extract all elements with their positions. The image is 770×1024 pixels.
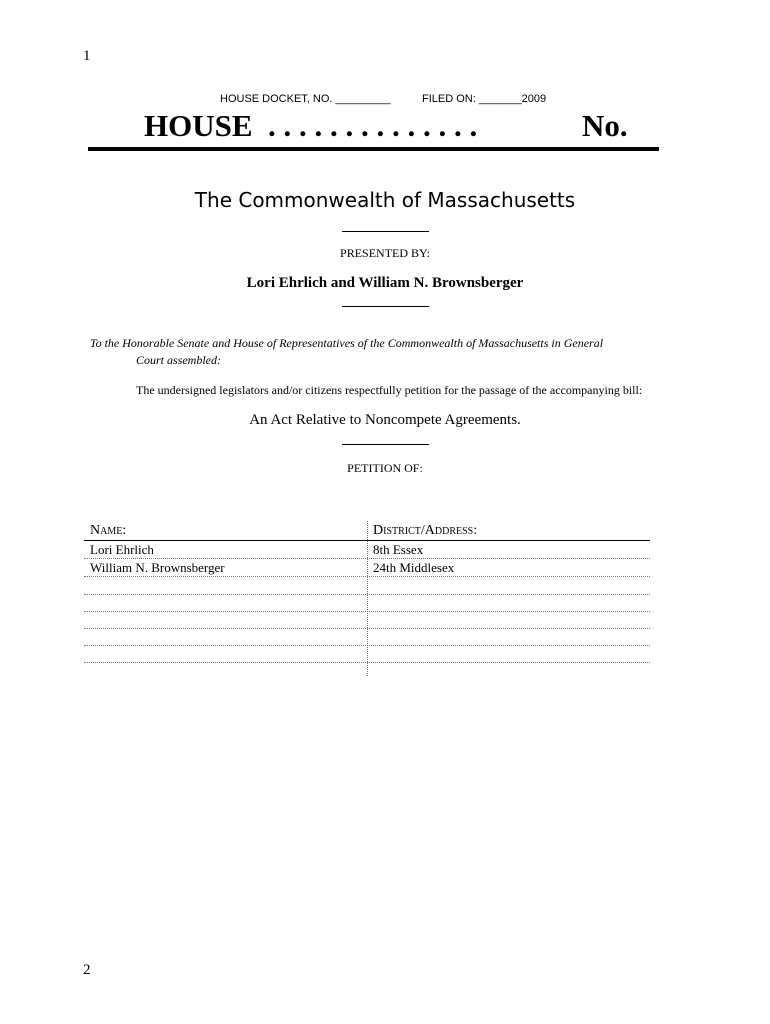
divider <box>342 306 429 307</box>
petition-statement: The undersigned legislators and/or citizens respectfully petition for the passage of the accompanying bill: <box>136 383 643 397</box>
presenters: Lori Ehrlich and William N. Brownsberger <box>246 275 524 291</box>
column-separator <box>367 521 368 676</box>
filed-on: FILED ON: _______2009 <box>422 93 547 105</box>
house-docket-number: HOUSE DOCKET, NO. _________ <box>220 93 391 105</box>
divider <box>342 231 429 232</box>
page-number-bottom: 2 <box>83 962 91 978</box>
address-line: Court assembled: <box>136 353 221 367</box>
act-title: An Act Relative to Noncompete Agreements. <box>249 412 521 428</box>
commonwealth-title: The Commonwealth of Massachusetts <box>194 188 576 212</box>
address-line: To the Honorable Senate and House of Representatives of the Commonwealth of Massachusetts in General <box>90 336 604 350</box>
divider <box>342 444 429 445</box>
heading-rule <box>88 147 659 151</box>
petitioner-name: William N. Brownsberger <box>90 560 225 575</box>
address-paragraph <box>90 335 650 369</box>
district-column-header: District/Address: <box>373 523 478 538</box>
name-column-header: Name: <box>90 523 127 538</box>
petitioner-district: 24th Middlesex <box>373 560 455 575</box>
petitioner-district: 8th Essex <box>373 542 424 557</box>
page-number-top: 1 <box>83 48 91 64</box>
petition-of-label: PETITION OF: <box>347 461 423 475</box>
house-heading: HOUSE . . . . . . . . . . . . . . <box>144 108 478 143</box>
house-number-label: No. <box>582 108 628 143</box>
presented-by-label: PRESENTED BY: <box>340 246 430 260</box>
petitioner-name: Lori Ehrlich <box>90 542 154 557</box>
